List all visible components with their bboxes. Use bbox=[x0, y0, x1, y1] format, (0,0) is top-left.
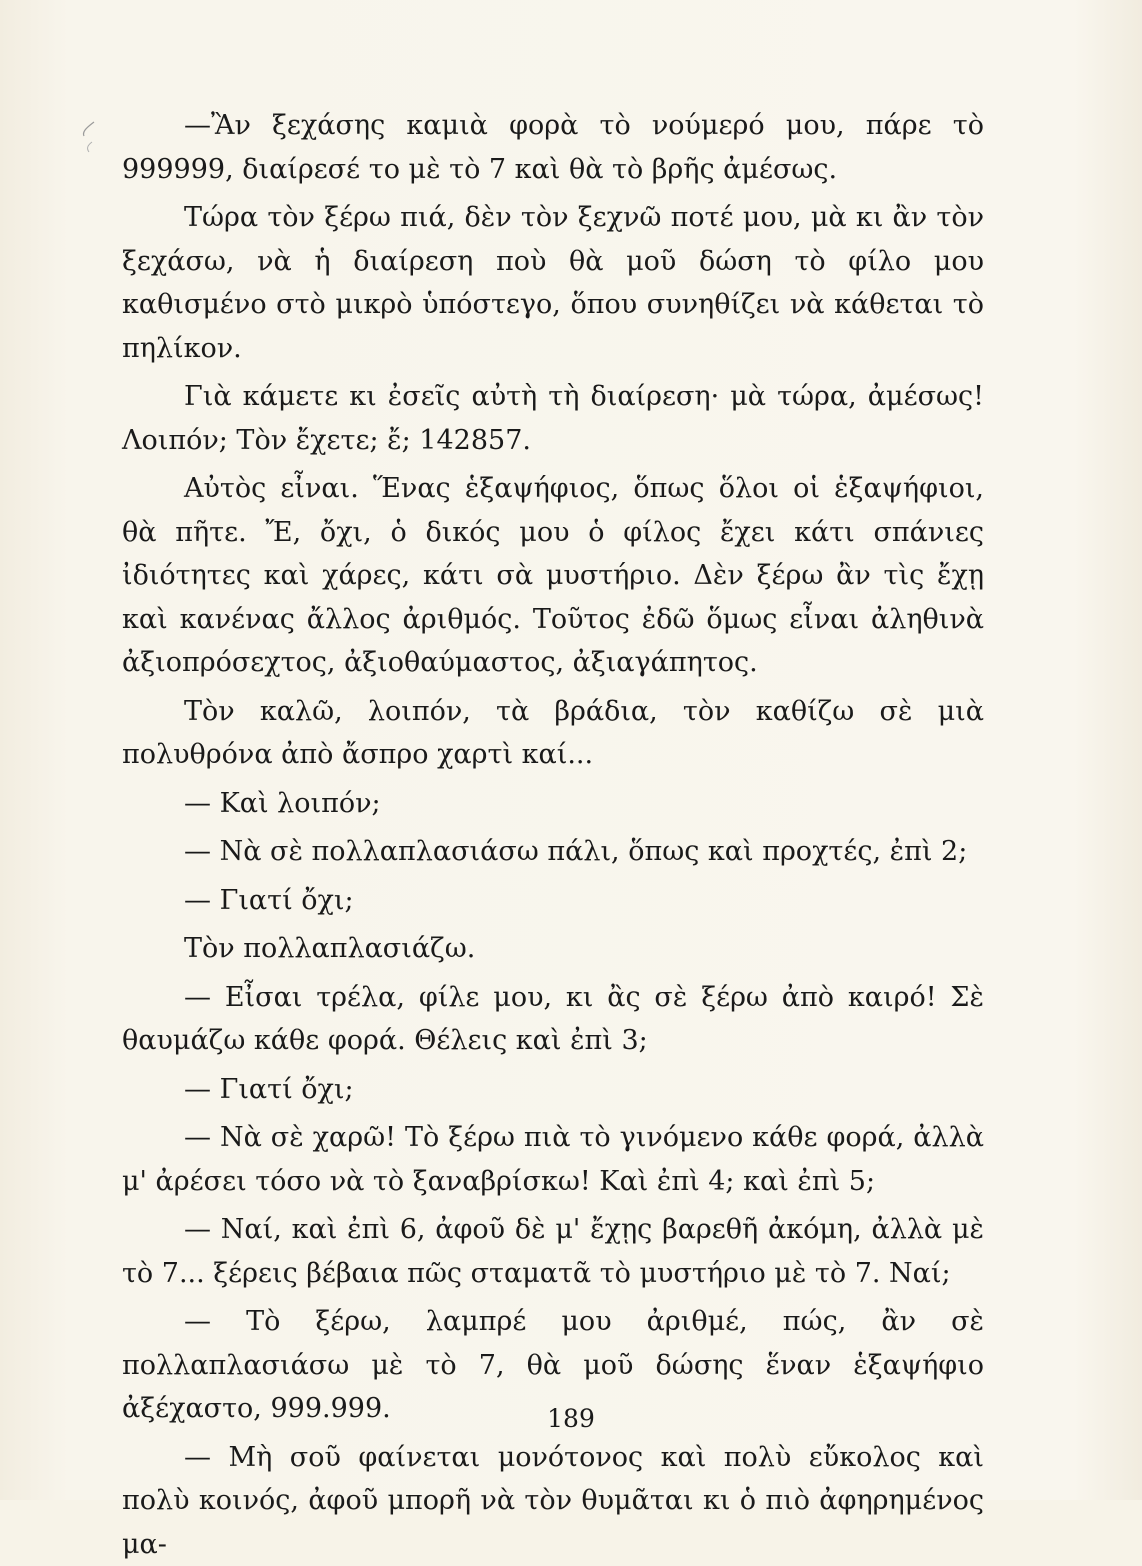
paragraph-13: — Ναί, καὶ ἐπὶ 6, ἀφοῦ δὲ μ' ἔχῃς βαρεθῆ ἀκόμη, ἀλλὰ μὲ τὸ 7... ξέρεις βέβαια πῶς σταματᾶ τὸ μυστήριο μὲ τὸ 7. Ναί; bbox=[122, 1208, 984, 1295]
margin-pencil-mark bbox=[80, 118, 100, 158]
paragraph-9: Τὸν πολλαπλασιάζω. bbox=[122, 927, 984, 971]
paragraph-14: — Τὸ ξέρω, λαμπρέ μου ἀριθμέ, πώς, ἂν σὲ πολλαπλασιάσω μὲ τὸ 7, θὰ μοῦ δώσης ἕναν ἑξαψήφιο ἀξέχαστο, 999.999. bbox=[122, 1300, 984, 1431]
paragraph-10: — Εἶσαι τρέλα, φίλε μου, κι ἂς σὲ ξέρω ἀπὸ καιρό! Σὲ θαυμάζω κάθε φορά. Θέλεις καὶ ἐπὶ 3; bbox=[122, 976, 984, 1063]
paragraph-15: — Μὴ σοῦ φαίνεται μονότονος καὶ πολὺ εὔκολος καὶ πολὺ κοινός, ἀφοῦ μπορῆ νὰ τὸν θυμᾶται κι ὁ πιὸ ἀφηρημένος μα- bbox=[122, 1436, 984, 1566]
page-number: 189 bbox=[0, 1404, 1142, 1433]
paragraph-11: — Γιατί ὄχι; bbox=[122, 1068, 984, 1112]
paragraph-6: — Καὶ λοιπόν; bbox=[122, 782, 984, 826]
paragraph-4: Αὐτὸς εἶναι. Ἕνας ἑξαψήφιος, ὅπως ὅλοι οἱ ἑξαψήφιοι, θὰ πῆτε. Ἔ, ὄχι, ὁ δικός μου ὁ φίλος ἔχει κάτι σπάνιες ἰδιότητες καὶ χάρες, κάτι σὰ μυστήριο. Δὲν ξέρω ἂν τὶς ἔχῃ καὶ κανένας ἄλλος ἀριθμός. Τοῦτος ἐδῶ ὅμως εἶναι ἀληθινὰ ἀξιοπρόσεχτος, ἀξιοθαύμαστος, ἀξιαγάπητος. bbox=[122, 467, 984, 685]
paragraph-8: — Γιατί ὄχι; bbox=[122, 879, 984, 923]
paragraph-5: Τὸν καλῶ, λοιπόν, τὰ βράδια, τὸν καθίζω σὲ μιὰ πολυθρόνα ἀπὸ ἄσπρο χαρτὶ καί... bbox=[122, 690, 984, 777]
paragraph-1: —Ἂν ξεχάσης καμιὰ φορὰ τὸ νούμερό μου, πάρε τὸ 999999, διαίρεσέ το μὲ τὸ 7 καὶ θὰ τὸ βρῆς ἀμέσως. bbox=[122, 104, 984, 191]
paragraph-3: Γιὰ κάμετε κι ἐσεῖς αὐτὴ τὴ διαίρεση· μὰ τώρα, ἀμέσως! Λοιπόν; Τὸν ἔχετε; ἔ; 142857. bbox=[122, 375, 984, 462]
paragraph-2: Τώρα τὸν ξέρω πιά, δὲν τὸν ξεχνῶ ποτέ μου, μὰ κι ἂν τὸν ξεχάσω, νὰ ἡ διαίρεση ποὺ θὰ μοῦ δώση τὸ φίλο μου καθισμένο στὸ μικρὸ ὑπόστεγο, ὅπου συνηθίζει νὰ κάθεται τὸ πηλίκον. bbox=[122, 196, 984, 370]
body-text bbox=[122, 104, 984, 1566]
paragraph-12: — Νὰ σὲ χαρῶ! Τὸ ξέρω πιὰ τὸ γινόμενο κάθε φορά, ἀλλὰ μ' ἀρέσει τόσο νὰ τὸ ξαναβρίσκω! Καὶ ἐπὶ 4; καὶ ἐπὶ 5; bbox=[122, 1116, 984, 1203]
paragraph-7: — Νὰ σὲ πολλαπλασιάσω πάλι, ὅπως καὶ προχτές, ἐπὶ 2; bbox=[122, 830, 984, 874]
